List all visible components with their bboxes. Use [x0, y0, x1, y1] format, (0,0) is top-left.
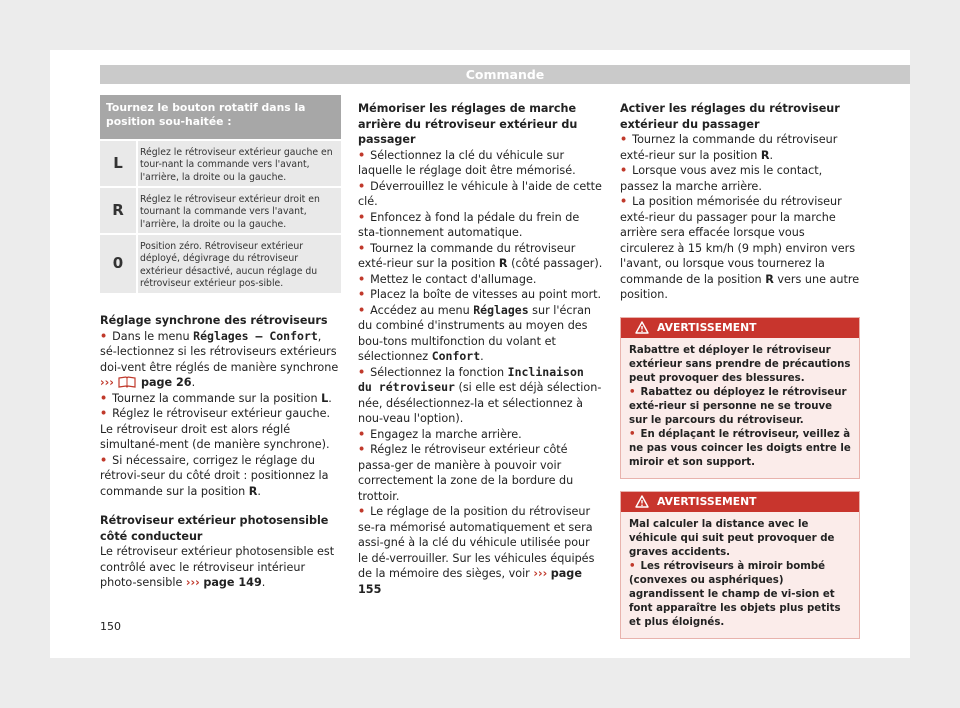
book-icon — [117, 376, 137, 388]
menu-path: Inclinaison du rétroviseur — [358, 364, 584, 394]
menu-path: Confort — [431, 349, 481, 363]
position-description: Réglez le rétroviseur extérieur gauche en tour-nant la commande vers l'avant, l'arrière, la droite ou la gauche. — [136, 141, 341, 186]
warning-box — [620, 491, 860, 639]
list-item: • Tournez la commande du rétroviseur exté-rieur sur la position R. — [620, 132, 860, 163]
list-item: • Dans le menu Réglages – Confort, sé-lectionnez si les rétroviseurs extérieurs doi-vent être réglés de manière synchrone ››› page 26. — [100, 329, 341, 391]
list-item: • Tournez la commande sur la position L. — [100, 391, 341, 407]
page-link[interactable]: page 155 — [358, 567, 582, 596]
position-description: Réglez le rétroviseur extérieur droit en tournant la commande vers l'avant, l'arrière, la droite ou la gauche. — [136, 188, 341, 233]
list-item: • Lorsque vous avez mis le contact, passez la marche arrière. — [620, 163, 860, 194]
activate-title: Activer les réglages du rétroviseur extérieur du passager — [620, 102, 840, 131]
warning-intro: Rabattre et déployer le rétroviseur extérieur sans prendre de précautions peut provoquer des blessures. — [629, 344, 851, 384]
ref-arrows: ››› — [185, 576, 200, 589]
memorize-title: Mémoriser les réglages de marche arrière du rétroviseur extérieur du passager — [358, 102, 578, 146]
list-item: • Enfoncez à fond la pédale du frein de sta-tionnement automatique. — [358, 210, 603, 241]
list-item: • Accédez au menu Réglages sur l'écran du combiné d'instruments au moyen des bou-tons multifonction du volant et sélectionnez Confort. — [358, 303, 603, 365]
page-link[interactable]: page 149 — [203, 576, 262, 589]
warning-body — [621, 512, 859, 638]
menu-path: Réglages – Confort — [193, 328, 318, 343]
list-item: • Sélectionnez la clé du véhicule sur laquelle le réglage doit être mémorisé. — [358, 148, 603, 179]
position-key: R — [112, 200, 124, 219]
table-row — [100, 186, 341, 233]
section-header: Commande — [100, 65, 910, 84]
warning-triangle-icon — [635, 321, 649, 334]
list-item: • Engagez la marche arrière. — [358, 427, 603, 443]
list-item: • Déverrouillez le véhicule à l'aide de cette clé. — [358, 179, 603, 210]
table-row — [100, 139, 341, 186]
sync-title: Réglage synchrone des rétroviseurs — [100, 314, 328, 327]
position-description: Position zéro. Rétroviseur extérieur déployé, dégivrage du rétroviseur extérieur désactivé, aucun réglage du rétroviseur extérieur pos-sible. — [136, 235, 341, 293]
list-item: • Les rétroviseurs à miroir bombé (convexes ou asphériques) agrandissent le champ de vi-sion et font apparaître les objets plus petits et plus éloignés. — [629, 560, 851, 630]
menu-path: Réglages — [473, 302, 529, 317]
list-item: • Rabattez ou déployez le rétroviseur exté-rieur si personne ne se trouve sur le parcours du rétroviseur. — [629, 386, 851, 428]
warning-intro: Mal calculer la distance avec le véhicule qui suit peut provoquer de graves accidents. — [629, 518, 835, 558]
warning-body — [621, 338, 859, 478]
page-number: 150 — [100, 620, 121, 633]
column-right — [620, 101, 860, 639]
position-key: L — [113, 153, 123, 172]
table-row — [100, 233, 341, 293]
warning-header: AVERTISSEMENT — [621, 318, 859, 338]
list-item: • La position mémorisée du rétroviseur exté-rieur du passager pour la marche arrière sera effacée lorsque vous circulerez à 15 km/h (9 mph) environ vers l'avant, ou lorsque vous tournerez la commande de la position R vers une autre position. — [620, 194, 860, 303]
warning-header: AVERTISSEMENT — [621, 492, 859, 512]
list-item: • Le réglage de la position du rétroviseur se-ra mémorisé automatiquement et sera assi-gné à la clé du véhicule utilisée pour le dé-verrouiller. Sur les véhicules équipés de la mémoire des sièges, voir ››› page 155 — [358, 504, 603, 597]
document-page — [50, 50, 910, 658]
list-item: • Si nécessaire, corrigez le réglage du rétrovi-seur du côté droit : positionnez la commande sur la position R. — [100, 453, 341, 500]
list-item: • En déplaçant le rétroviseur, veillez à ne pas vous coincer les doigts entre le miroir et son support. — [629, 428, 851, 470]
list-item: • Mettez le contact d'allumage. — [358, 272, 603, 288]
warning-box — [620, 317, 860, 479]
photo-text: Le rétroviseur extérieur photosensible est contrôlé avec le rétroviseur intérieur photo-sensible ››› page 149. — [100, 545, 335, 589]
mirror-positions-table — [100, 95, 341, 293]
warning-triangle-icon — [635, 495, 649, 508]
table-heading: Tournez le bouton rotatif dans la position sou-haitée : — [100, 95, 341, 139]
position-key: 0 — [112, 254, 124, 273]
list-item: • Sélectionnez la fonction Inclinaison du rétroviseur (si elle est déjà sélection-née, désélectionnez-la et sélectionnez à nou-veau l'option). — [358, 365, 603, 427]
ref-arrows: ››› — [533, 567, 548, 580]
column-left — [100, 95, 341, 591]
list-item: • Placez la boîte de vitesses au point mort. — [358, 287, 603, 303]
list-item: • Réglez le rétroviseur extérieur côté passa-ger de manière à pouvoir voir correctement la zone de la bordure du trottoir. — [358, 442, 603, 504]
list-item: • Tournez la commande du rétroviseur exté-rieur sur la position R (côté passager). — [358, 241, 603, 272]
page-link[interactable]: page 26 — [140, 376, 192, 389]
column-middle — [358, 101, 603, 597]
list-item: • Réglez le rétroviseur extérieur gauche. Le rétroviseur droit est alors réglé simultané-ment (de manière synchrone). — [100, 406, 341, 453]
photo-title: Rétroviseur extérieur photosensible côté conducteur — [100, 514, 329, 543]
ref-arrows: ››› — [100, 376, 114, 389]
